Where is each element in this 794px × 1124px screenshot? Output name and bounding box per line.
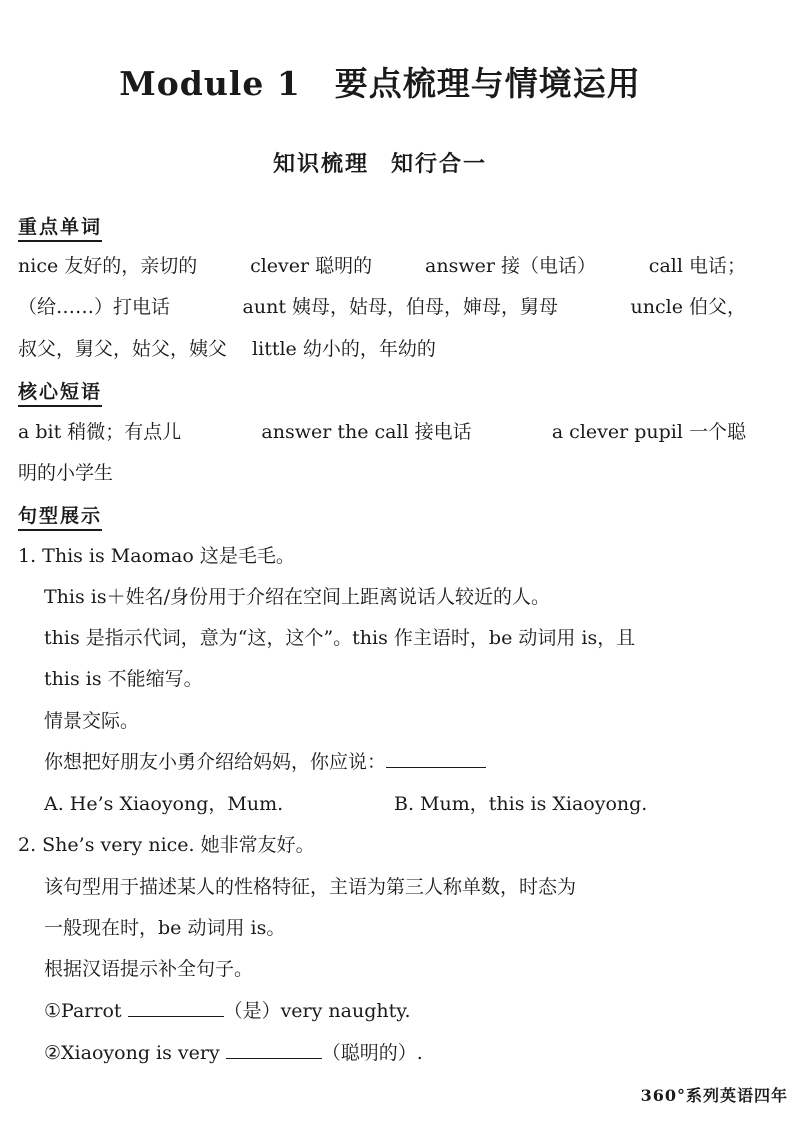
pattern-2-explain-1: 该句型用于描述某人的性格特征，主语为第三人称单数，时态为 — [44, 876, 577, 898]
pattern-1-sentence: 1. This is Maomao 这是毛毛。 — [18, 545, 295, 567]
q2-blank[interactable] — [226, 1040, 322, 1059]
phrases-line-2: 明的小学生 — [18, 462, 114, 484]
pattern-1-context: 情景交际。 — [44, 710, 140, 732]
word-clever: clever 聪明的 — [250, 255, 373, 277]
pattern-1-explain-3: this is 不能缩写。 — [44, 668, 203, 690]
word-nice: nice 友好的，亲切的 — [18, 255, 198, 277]
q2-suffix: （聪明的）. — [321, 1042, 423, 1064]
subtitle-left: 知识梳理 — [272, 151, 369, 177]
q1-suffix: （是）very naughty. — [223, 1000, 411, 1022]
answer-blank[interactable] — [386, 749, 486, 768]
word-aunt: aunt 姨母，姑母，伯母，婶母，舅母 — [242, 296, 558, 318]
pattern-2-explain-2: 一般现在时，be 动词用 is。 — [44, 917, 286, 939]
word-uncle: uncle 伯父， — [630, 296, 746, 318]
pattern-2-question-1 — [44, 998, 411, 1024]
page-footer: 360°系列英语四年 — [640, 1086, 788, 1105]
phrase-answer-the-call: answer the call 接电话 — [261, 421, 472, 443]
phrase-clever-pupil: a clever pupil 一个聪 — [551, 421, 746, 443]
word-call-cont: （给……）打电话 — [18, 296, 171, 318]
word-answer: answer 接（电话） — [425, 255, 596, 277]
pattern-2-question-2 — [44, 1040, 423, 1066]
module-label: Module 1 — [119, 64, 301, 103]
module-topic: 要点梳理与情境运用 — [334, 64, 641, 103]
q1-prefix: ①Parrot — [44, 1000, 128, 1022]
phrases-line-1 — [18, 419, 746, 445]
heading-key-words: 重点单词 — [18, 215, 102, 242]
heading-sentence-patterns: 句型展示 — [18, 504, 102, 531]
pattern-2-sentence: 2. She’s very nice. 她非常友好。 — [18, 834, 315, 856]
page-title — [0, 58, 760, 105]
pattern-1-option-a: A. He’s Xiaoyong，Mum. — [44, 793, 284, 815]
heading-core-phrases: 核心短语 — [18, 380, 102, 407]
subtitle-right: 知行合一 — [391, 151, 488, 177]
phrase-a-bit: a bit 稍微；有点儿 — [18, 421, 182, 443]
section-subtitle — [0, 147, 760, 178]
q2-prefix: ②Xiaoyong is very — [44, 1042, 226, 1064]
pattern-2-task: 根据汉语提示补全句子。 — [44, 958, 254, 980]
pattern-1-explain-1: This is＋姓名/身份用于介绍在空间上距离说话人较近的人。 — [44, 586, 551, 608]
pattern-1-question — [44, 749, 486, 775]
q1-blank[interactable] — [128, 998, 224, 1017]
words-line-2 — [18, 294, 746, 320]
question-text: 你想把好朋友小勇介绍给妈妈，你应说： — [44, 751, 387, 773]
words-line-1 — [18, 253, 746, 279]
pattern-1-explain-2: this 是指示代词，意为“这，这个”。this 作主语时，be 动词用 is，且 — [44, 627, 636, 649]
pattern-1-option-b: B. Mum，this is Xiaoyong. — [394, 793, 648, 815]
words-line-3: 叔父，舅父，姑父，姨父 little 幼小的，年幼的 — [18, 338, 436, 360]
word-call: call 电话； — [648, 255, 746, 277]
